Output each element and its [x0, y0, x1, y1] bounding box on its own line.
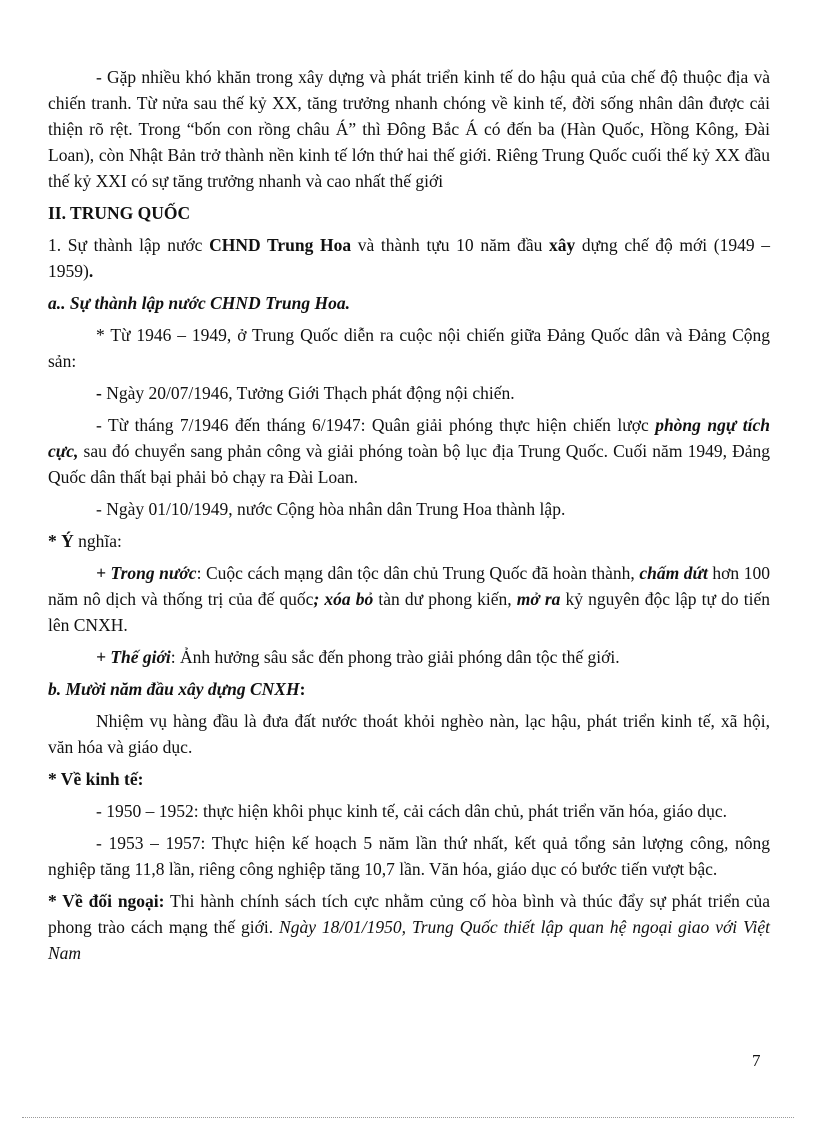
heading-ve-kinh-te: * Về kinh tế: — [48, 769, 144, 789]
paragraph-doi-ngoai: * Về đối ngoại: Thi hành chính sách tích cực nhằm củng cố hòa bình và thúc đẩy sự phát triển của phong trào cách mạng thế giới. Ngày 18/01/1950, Trung Quốc thiết lập quan hệ ngoại giao với Việt Nam — [48, 891, 771, 963]
heading-trung-quoc: II. TRUNG QUỐC — [48, 203, 191, 223]
page-number: 7 — [752, 1051, 761, 1070]
paragraph-ngay-01-10-1949: - Ngày 01/10/1949, nước Cộng hòa nhân dân Trung Hoa thành lập. — [96, 499, 566, 519]
paragraph-the-gioi: + Thế giới: Ảnh hưởng sâu sắc đến phong trào giải phóng dân tộc thế giới. — [96, 647, 620, 667]
paragraph-1953-1957: - 1953 – 1957: Thực hiện kế hoạch 5 năm lần thứ nhất, kết quả tổng sản lượng công, nông nghiệp tăng 11,8 lần, riêng công nghiệp tăng 10,7 lần. Văn hóa, giáo dục có bước tiến vượt bậc. — [48, 833, 770, 879]
paragraph-phong-ngu-tich-cuc: - Từ tháng 7/1946 đến tháng 6/1947: Quân giải phóng thực hiện chiến lược phòng ngự tích cực, sau đó chuyển sang phản công và giải phóng toàn bộ lục địa Trung Quốc. Cuối năm 1949, Đảng Quốc dân thất bại phải bỏ chạy ra Đài Loan. — [48, 415, 770, 487]
page-body — [48, 64, 770, 966]
page-divider — [22, 1117, 794, 1118]
section-1-title: 1. Sự thành lập nước CHND Trung Hoa và thành tựu 10 năm đầu xây dựng chế độ mới (1949 – 1959). — [48, 235, 771, 281]
subsection-b-title: b. Mười năm đầu xây dựng CNXH: — [48, 679, 306, 699]
paragraph-kinh-te-dong-bac-a: - Gặp nhiều khó khăn trong xây dựng và phát triển kinh tế do hậu quả của chế độ thuộc địa và chiến tranh. Từ nửa sau thế kỷ XX, tăng trưởng nhanh chóng về kinh tế, đời sống nhân dân được cải thiện rõ rệt. Trong “bốn con rồng châu Á” thì Đông Bắc Á có đến ba (Hàn Quốc, Hồng Kông, Đài Loan), còn Nhật Bản trở thành nền kinh tế lớn thứ hai thế giới. Riêng Trung Quốc cuối thế kỷ XX đầu thế kỷ XXI có sự tăng trưởng nhanh và cao nhất thế giới — [48, 67, 770, 191]
heading-y-nghia: * Ý nghĩa: — [48, 531, 122, 551]
paragraph-nhiem-vu: Nhiệm vụ hàng đầu là đưa đất nước thoát khỏi nghèo nàn, lạc hậu, phát triển kinh tế, xã hội, văn hóa và giáo dục. — [48, 711, 770, 757]
paragraph-1950-1952: - 1950 – 1952: thực hiện khôi phục kinh tế, cải cách dân chủ, phát triển văn hóa, giáo dục. — [96, 801, 728, 821]
paragraph-trong-nuoc: + Trong nước: Cuộc cách mạng dân tộc dân chủ Trung Quốc đã hoàn thành, chấm dứt hơn 100 năm nô dịch và thống trị của đế quốc; xóa bỏ tàn dư phong kiến, mở ra kỷ nguyên độc lập tự do tiến lên CNXH. — [48, 563, 770, 635]
subsection-a-title: a.. Sự thành lập nước CHND Trung Hoa. — [48, 293, 351, 313]
paragraph-noi-chien: * Từ 1946 – 1949, ở Trung Quốc diễn ra cuộc nội chiến giữa Đảng Quốc dân và Đảng Cộng sản: — [48, 325, 770, 371]
paragraph-ngay-20-07-1946: - Ngày 20/07/1946, Tưởng Giới Thạch phát động nội chiến. — [96, 383, 515, 403]
